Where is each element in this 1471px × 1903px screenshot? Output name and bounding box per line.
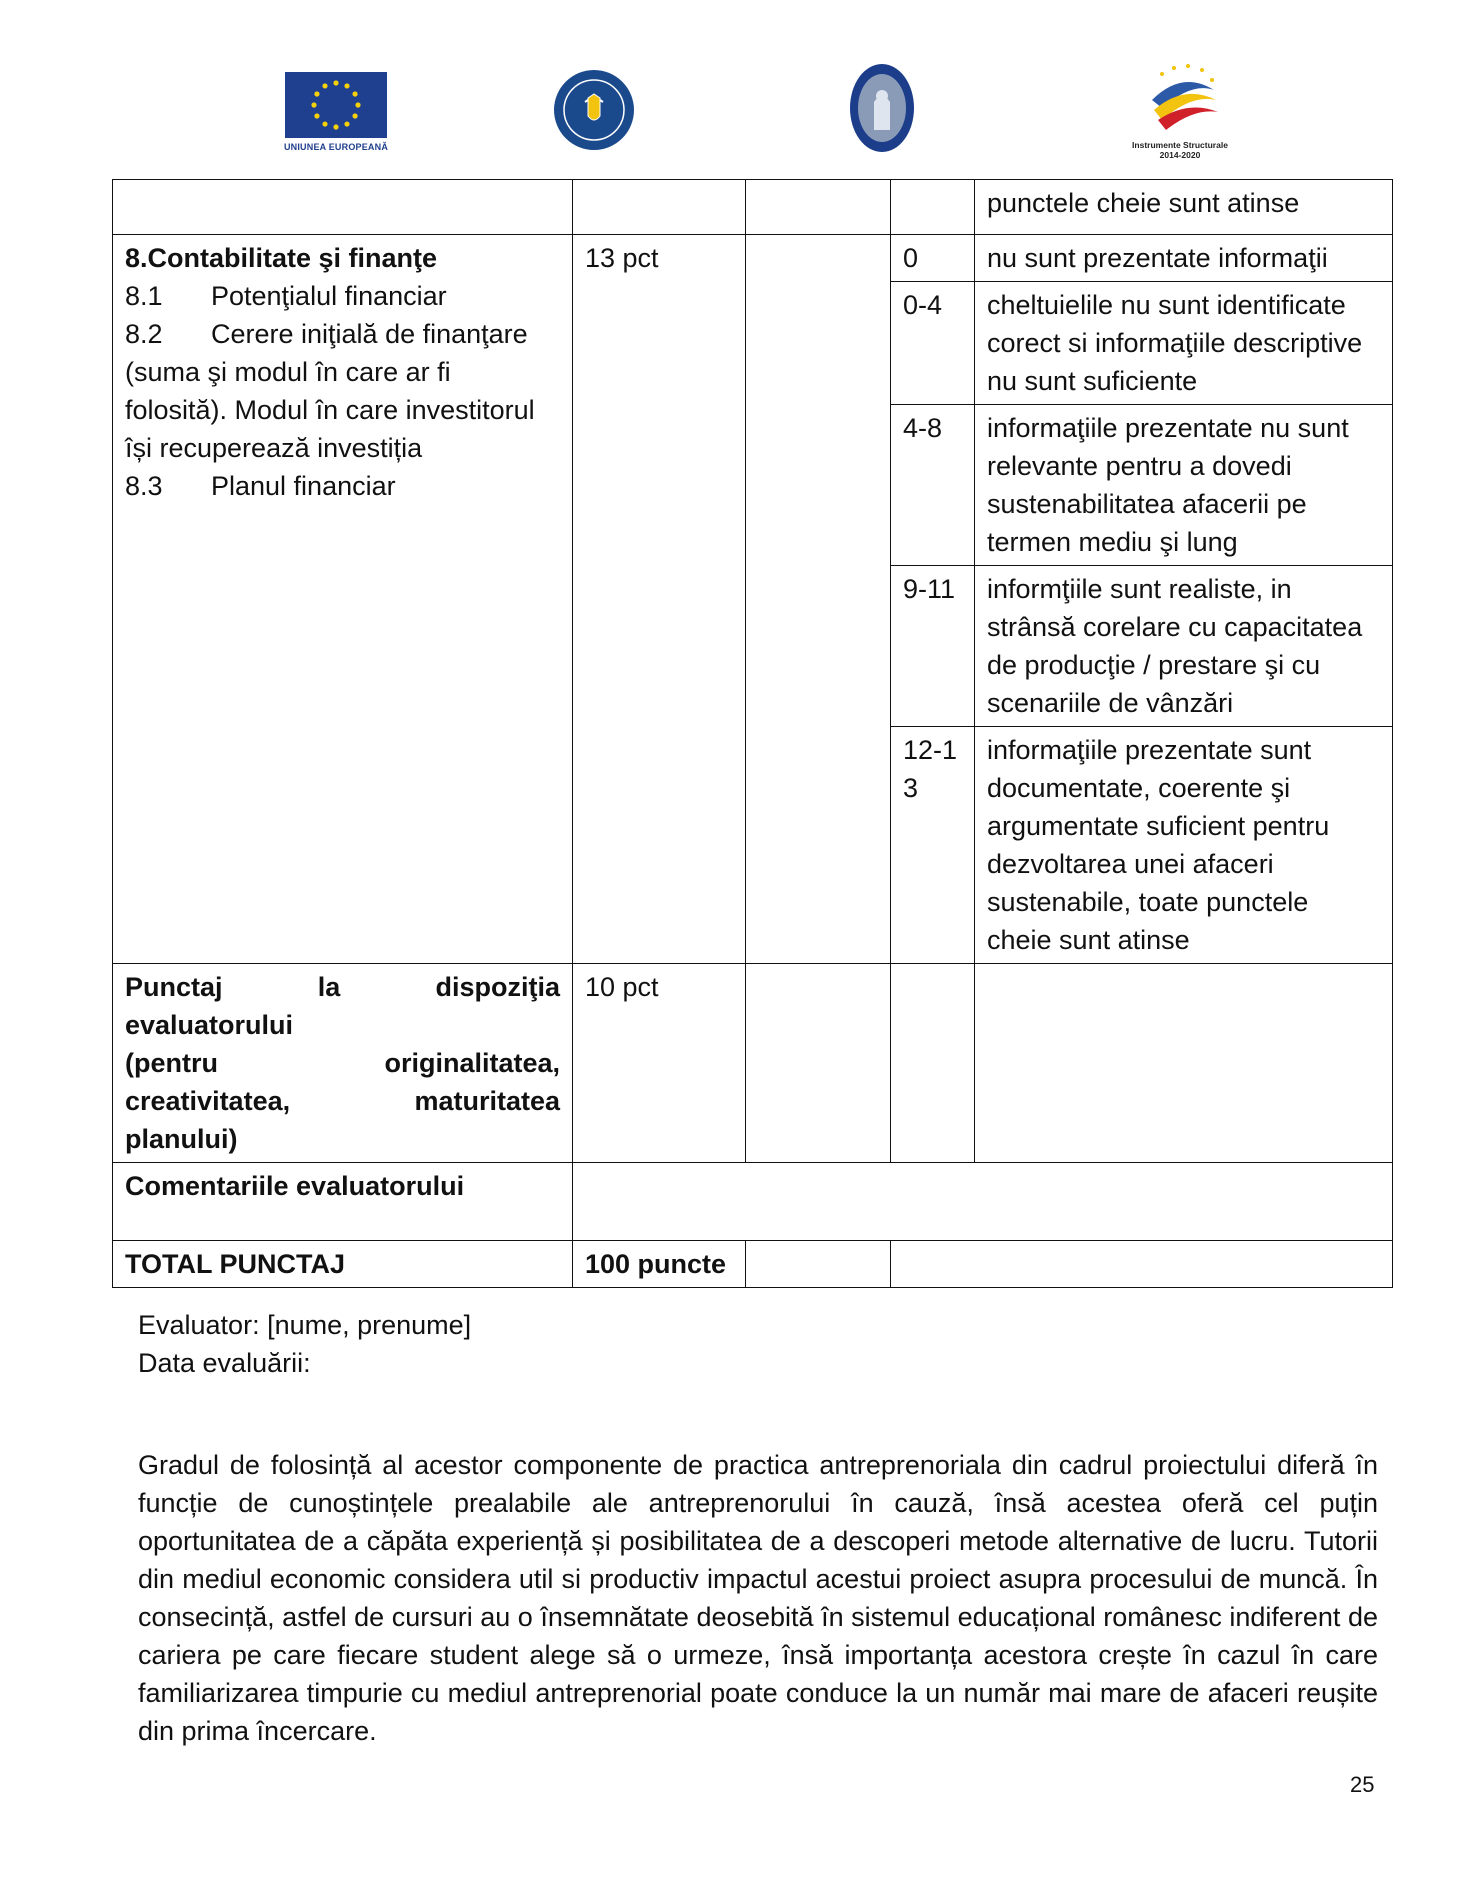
table-row xyxy=(113,235,1393,282)
section-8-cell xyxy=(113,235,573,964)
criteria-description: informaţiile prezentate sunt documentate, coerente şi argumentate suficient pentru dezvoltarea unei afaceri sustenabile, toate punctele cheie sunt atinse xyxy=(975,727,1393,964)
score-cell xyxy=(746,235,891,964)
total-points: 100 puncte xyxy=(573,1241,746,1288)
structural-instruments-caption: Instrumente Structurale 2014-2020 xyxy=(1132,140,1228,160)
evaluation-table xyxy=(112,179,1393,1288)
header-logos xyxy=(0,60,1471,160)
evaluation-date-line: Data evaluării: xyxy=(138,1348,311,1378)
criteria-description: informaţiile prezentate nu sunt relevante pentru a dovedi sustenabilitatea afacerii pe termen mediu şi lung xyxy=(975,405,1393,566)
eu-star-icon xyxy=(311,102,316,107)
eu-star-icon xyxy=(352,91,357,96)
total-label: TOTAL PUNCTAJ xyxy=(113,1241,573,1288)
range-cell: 12-13 xyxy=(891,727,975,964)
table-row xyxy=(113,1241,1393,1288)
score-cell xyxy=(746,964,891,1163)
comments-label: Comentariile evaluatorului xyxy=(113,1163,573,1241)
eu-star-icon xyxy=(314,91,319,96)
criteria-description: informţiile sunt realiste, in strânsă corelare cu capacitatea de producţie / prestare şi cu scenariile de vânzări xyxy=(975,566,1393,727)
body-paragraph: Gradul de folosință al acestor componente de practica antreprenoriala din cadrul proiectului diferă în funcție de cunoștințele prealabile ale antreprenorului în cauză, însă acestea oferă cel puțin oportunitatea de a căpăta experiență și posibilitatea de a descoperi metode alternative de lucru. Tutorii din mediul economic considera util si productiv impactul acestui proiect asupra procesului de muncă. În consecință, astfel de cursuri au o însemnătate deosebită în sistemul educațional românesc indiferent de cariera pe care fiecare student alege să o urmeze, însă importanța acestora crește în cazul în care familiarizarea timpurie cu mediul antreprenorial poate conduce la un număr mai mare de afaceri reușite din prima încercare. xyxy=(138,1450,1378,1746)
table-row xyxy=(113,1163,1393,1241)
sub-item-continuation: (suma şi modul în care ar fi folosită). Modul în care investitorul își recuperează investiția xyxy=(125,357,535,463)
range-cell: 0-4 xyxy=(891,282,975,405)
eu-flag-logo xyxy=(285,72,387,138)
criteria-description: punctele cheie sunt atinse xyxy=(975,180,1393,235)
sub-item: 8.1 Potenţialul financiar xyxy=(125,281,447,311)
evaluator-line: Evaluator: [nume, prenume] xyxy=(138,1310,472,1340)
sub-item: 8.3 Planul financiar xyxy=(125,471,396,501)
range-cell: 9-11 xyxy=(891,566,975,727)
points-cell: 13 pct xyxy=(573,235,746,964)
points-cell: 10 pct xyxy=(573,964,746,1163)
eu-star-icon xyxy=(333,80,338,85)
government-seal-logo xyxy=(552,68,636,152)
criteria-description: nu sunt prezentate informaţii xyxy=(975,235,1393,282)
range-cell: 0 xyxy=(891,235,975,282)
evaluator-block xyxy=(138,1306,471,1382)
eu-star-icon xyxy=(352,113,357,118)
structural-instruments-logo xyxy=(1132,60,1232,138)
range-cell: 4-8 xyxy=(891,405,975,566)
university-seal-logo xyxy=(848,62,916,154)
criteria-description: cheltuielile nu sunt identificate corect si informaţiile descriptive nu sunt suficiente xyxy=(975,282,1393,405)
eu-star-icon xyxy=(344,121,349,126)
comments-cell xyxy=(573,1163,1393,1241)
eu-star-icon xyxy=(314,113,319,118)
table-row xyxy=(113,964,1393,1163)
total-score-cell xyxy=(746,1241,891,1288)
eu-star-icon xyxy=(322,83,327,88)
eu-star-icon xyxy=(355,102,360,107)
sub-item: 8.2 Cerere iniţială de finanţare xyxy=(125,319,528,349)
eu-caption: UNIUNEA EUROPEANĂ xyxy=(283,142,389,152)
page-number: 25 xyxy=(1350,1772,1375,1797)
eu-star-icon xyxy=(322,121,327,126)
table-row xyxy=(113,180,1393,235)
eu-star-icon xyxy=(333,124,338,129)
section-title: 8.Contabilitate şi finanţe xyxy=(125,243,438,273)
eu-star-icon xyxy=(344,83,349,88)
discretionary-points-label: Punctaj la dispoziţia evaluatorului (pentru originalitatea, creativitatea, maturitatea planului) xyxy=(113,964,573,1163)
